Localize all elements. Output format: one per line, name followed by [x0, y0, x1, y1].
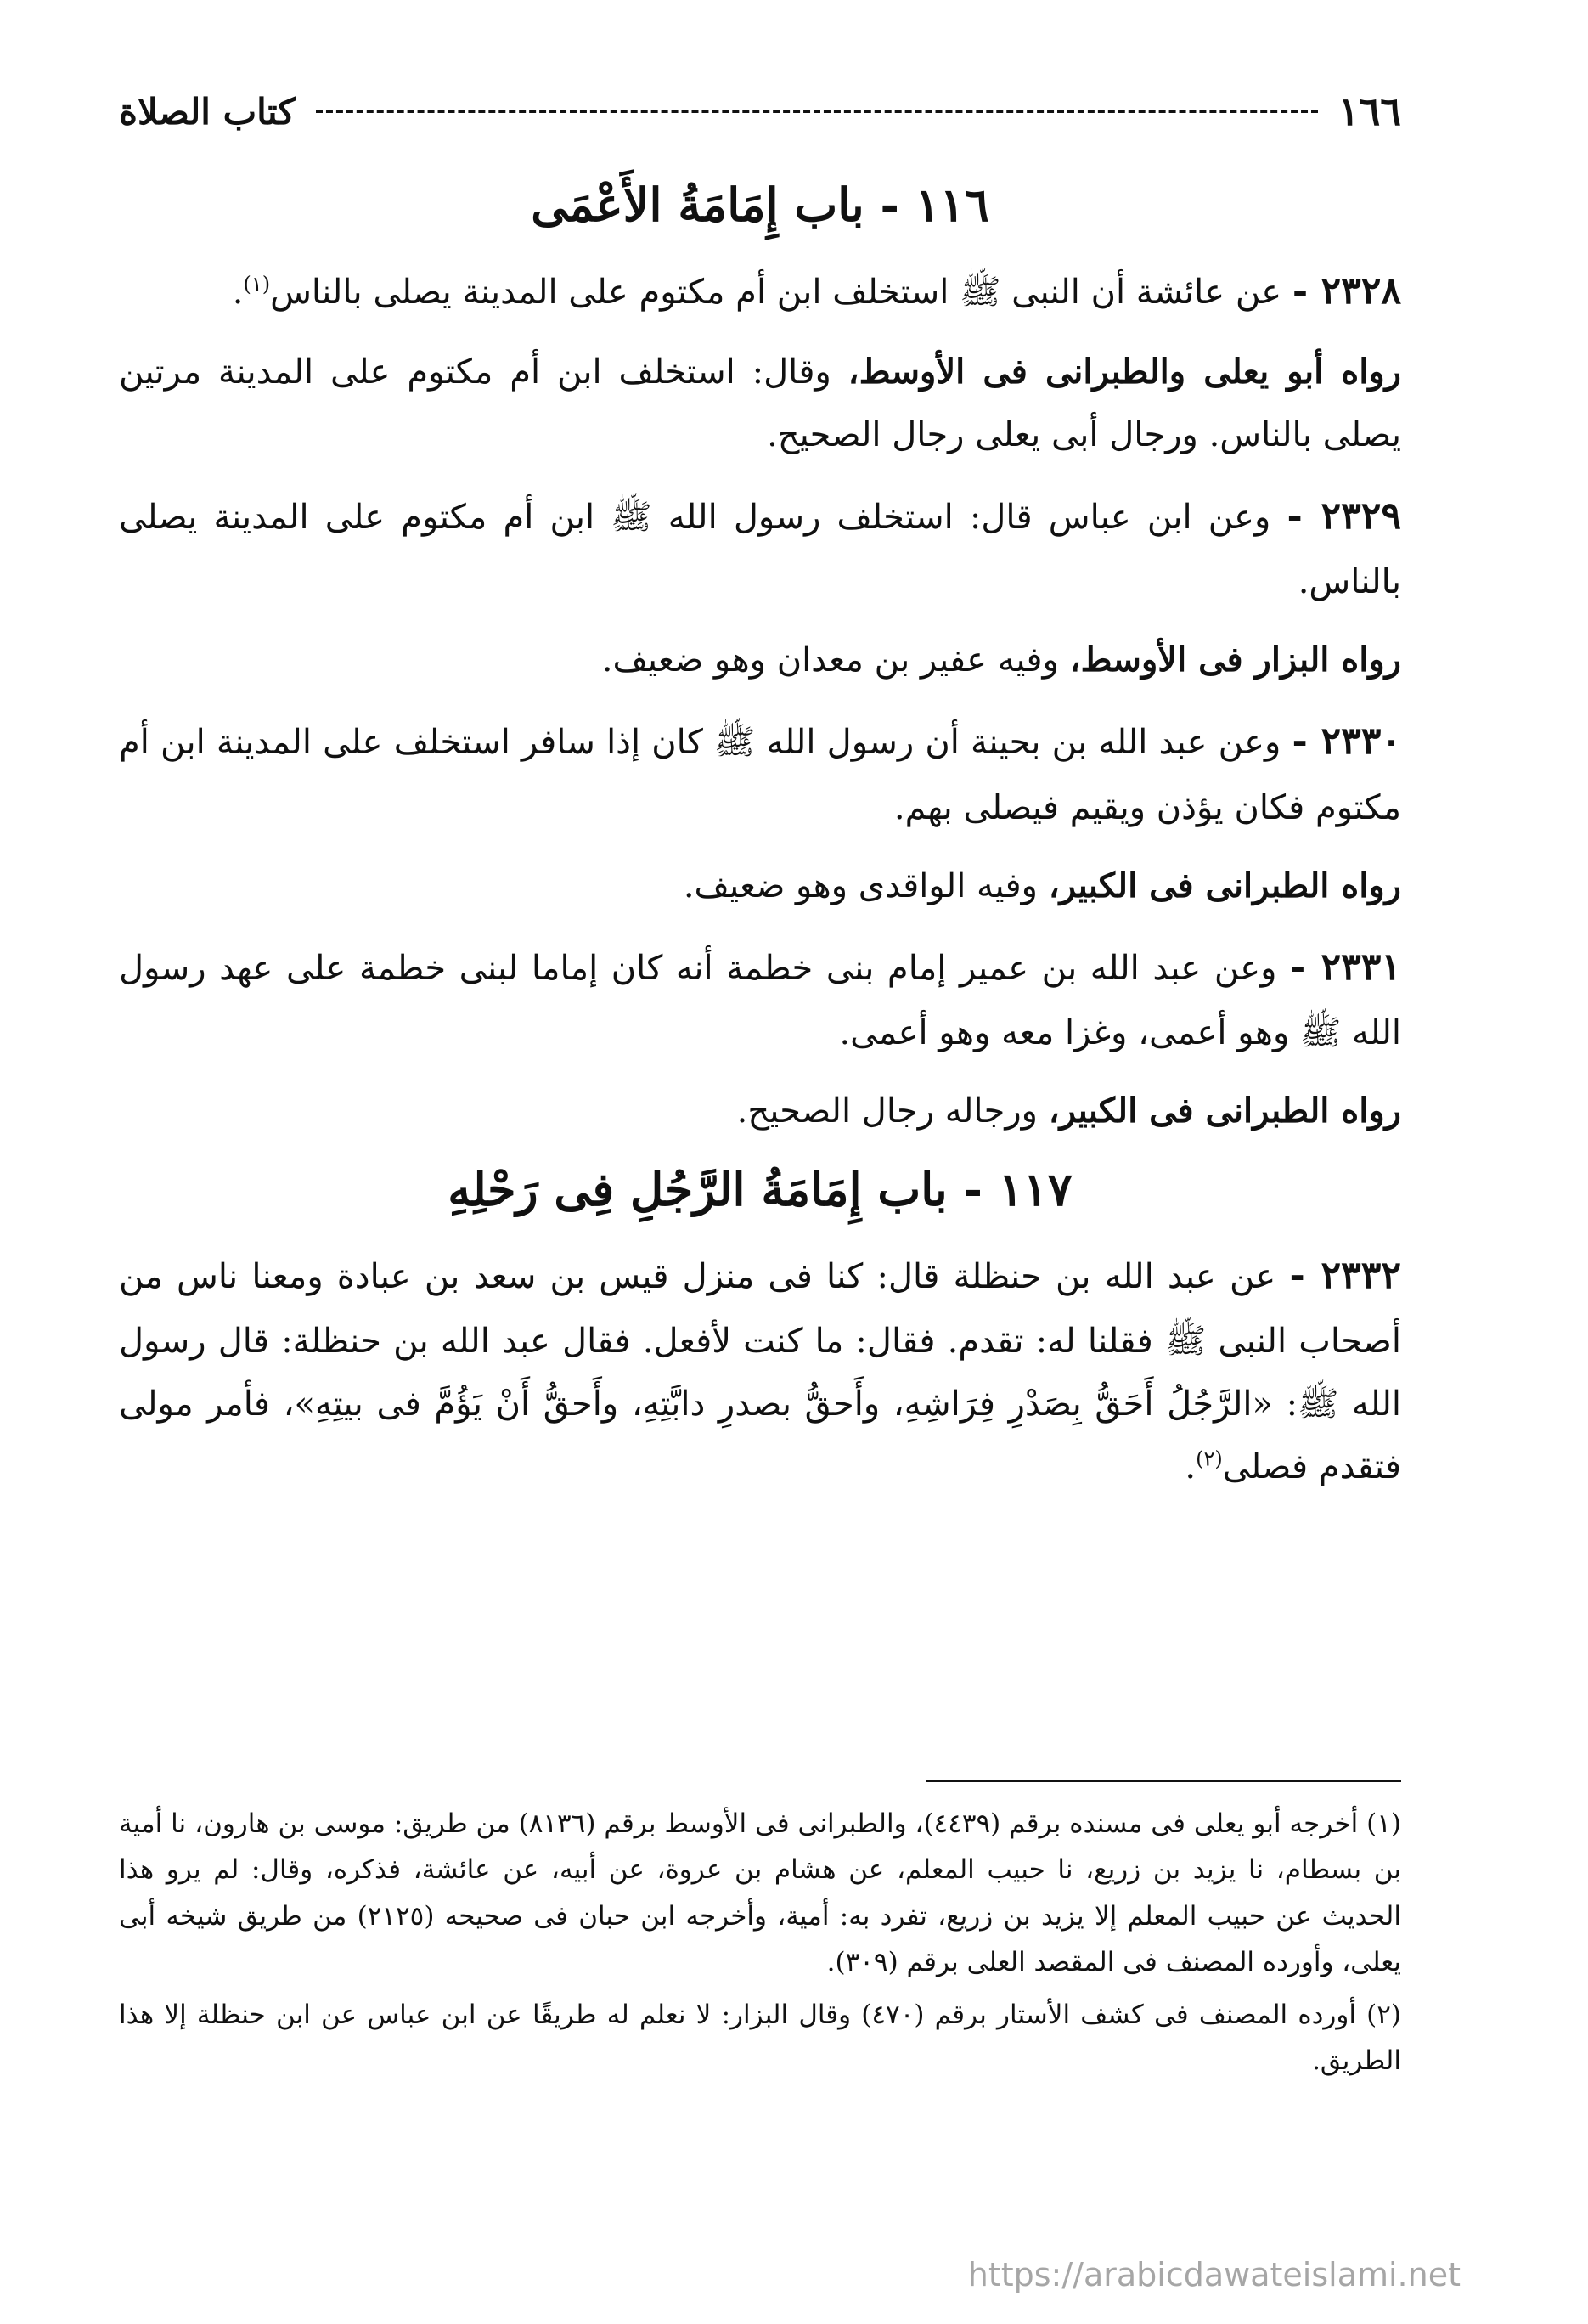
source-label: رواه البزار فى الأوسط، [1069, 640, 1401, 680]
source-label: رواه أبو يعلى والطبرانى فى الأوسط، [847, 351, 1401, 392]
source-text: وقال: استخلف ابن أم مكتوم على المدينة مرتين يصلى بالناس. ورجال أبى يعلى رجال الصحيح. [119, 352, 1401, 454]
hadith-number: ٢٣٣١ - [1290, 945, 1401, 989]
hadith-number: ٢٣٢٨ - [1292, 268, 1401, 313]
footnote: (٢) أورده المصنف فى كشف الأستار برقم (٤٧٠) وقال البزار: لا نعلم له طريقًا عن ابن عباس عن ابن حنظلة إلا هذا الطريق. [119, 2000, 1402, 2077]
hadith-number: ٢٣٢٩ - [1287, 494, 1402, 538]
book-title: كتاب الصلاة [119, 90, 296, 133]
footnotes [119, 1801, 1401, 2091]
hadith-number: ٢٣٣٠ - [1292, 719, 1401, 764]
hadith-number: ٢٣٣٢ - [1289, 1253, 1401, 1297]
hadith-paragraph [119, 1241, 1401, 1498]
page-header [119, 82, 1401, 141]
chapter-title: ١١٦ - باب إِمَامَةُ الأَعْمَى [531, 178, 989, 232]
footnote-ref[interactable]: (٢) [1196, 1447, 1223, 1471]
hadith-paragraph [119, 707, 1401, 838]
header-divider [316, 110, 1318, 113]
source-paragraph [119, 1080, 1401, 1142]
source-text: ورجاله رجال الصحيح. [736, 1091, 1038, 1131]
hadith-text: عن عائشة أن النبى ﷺ استخلف ابن أم مكتوم على المدينة يصلى بالناس [270, 272, 1282, 312]
footnote-ref[interactable]: (١) [243, 272, 271, 296]
source-label: رواه الطبرانى فى الكبير، [1048, 1091, 1401, 1131]
hadith-text: وعن ابن عباس قال: استخلف رسول الله ﷺ ابن أم مكتوم على المدينة يصلى بالناس. [119, 497, 1401, 602]
hadith-paragraph [119, 482, 1401, 613]
hadith-end: . [1185, 1447, 1197, 1487]
hadith-end: . [232, 272, 244, 312]
source-paragraph [119, 341, 1401, 466]
hadith-paragraph [119, 933, 1401, 1064]
hadith-text: وعن عبد الله بن عمير إمام بنى خطمة أنه كان إماما لبنى خطمة على عهد رسول الله ﷺ وهو أعمى، وغزا معه وهو أعمى. [119, 948, 1401, 1053]
watermark-url: https://arabicdawateislami.net [967, 2256, 1461, 2293]
footnote-divider [926, 1780, 1401, 1782]
source-text: وفيه الواقدى وهو ضعيف. [683, 866, 1038, 905]
hadith-text: عن عبد الله بن حنظلة قال: كنا فى منزل قيس بن سعد بن عبادة ومعنا ناس من أصحاب النبى ﷺ فقلنا له: تقدم. فقال: ما كنت لأفعل. فقال عبد الله بن حنظلة: قال رسول الله ﷺ: «الرَّجُلُ أَحَقُّ بِصَدْرِ فِرَاشِهِ، وأَحقُّ بصدرِ دابَّتِهِ، وأَحقُّ أَنْ يَؤُمَّ فى بيتِهِ»، فأمر مولى فتقدم فصلى [119, 1256, 1402, 1487]
source-label: رواه الطبرانى فى الكبير، [1048, 865, 1401, 905]
chapter-title: ١١٧ - باب إِمَامَةُ الرَّجُلِ فِى رَحْلِهِ [448, 1162, 1073, 1217]
page-number: ١٦٦ [1337, 88, 1401, 134]
footnote: (١) أخرجه أبو يعلى فى مسنده برقم (٤٤٣٩)، والطبرانى فى الأوسط برقم (٨١٣٦) من طريق: موسى بن هارون، نا أمية بن بسطام، نا يزيد بن زريع، نا حبيب المعلم، عن هشام بن عروة، عن أبيه، عن عائشة، فذكره، وقال: لم يرو هذا الحديث عن حبيب المعلم إلا يزيد بن زريع، تفرد به: أمية، وأخرجه ابن حبان فى صحيحه (٢١٢٥) من طريق شيخه أبى يعلى، وأورده المصنف فى المقصد العلى برقم (٣٠٩). [119, 1808, 1401, 1977]
main-text [119, 161, 1401, 1514]
source-paragraph [119, 629, 1401, 691]
hadith-paragraph [119, 257, 1401, 325]
source-paragraph [119, 855, 1401, 917]
source-text: وفيه عفير بن معدان وهو ضعيف. [601, 640, 1059, 680]
hadith-text: وعن عبد الله بن بحينة أن رسول الله ﷺ كان إذا سافر استخلف على المدينة ابن أم مكتوم فكان يؤذن ويقيم فيصلى بهم. [119, 723, 1401, 827]
